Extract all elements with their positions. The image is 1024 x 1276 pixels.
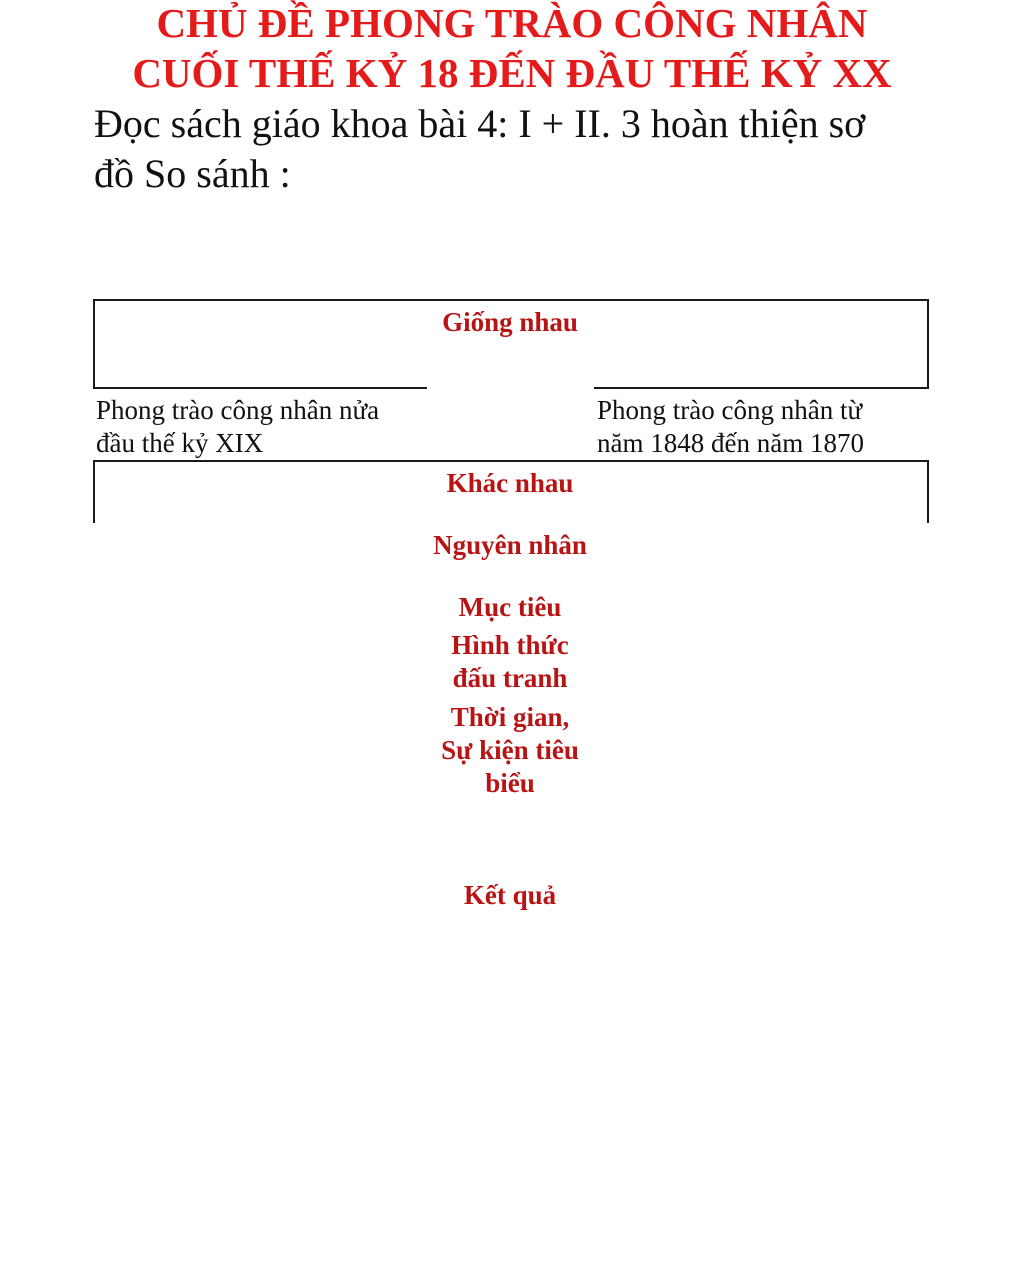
similarities-box-right-border (927, 299, 929, 389)
right-column-heading-line-2: năm 1848 đến năm 1870 (597, 428, 864, 458)
instruction-line-2: đồ So sánh : (94, 151, 291, 196)
criterion-goal: Mục tiêu (458, 592, 562, 622)
criterion-result: Kết quả (463, 880, 557, 910)
criterion-cause: Nguyên nhân (433, 530, 587, 560)
similarities-box-top-border (93, 299, 929, 301)
differences-label: Khác nhau (446, 468, 574, 498)
page-title-line-1: CHỦ ĐỀ PHONG TRÀO CÔNG NHÂN (156, 0, 868, 46)
left-column-heading-line-1: Phong trào công nhân nửa (96, 395, 380, 425)
criterion-time-line-2: Sự kiện tiêu (441, 735, 579, 765)
similarities-label: Giống nhau (442, 307, 578, 337)
differences-box-left-border (93, 460, 95, 523)
similarities-box-left-border (93, 299, 95, 389)
differences-box-top-border (93, 460, 929, 462)
criterion-time-line-3: biểu (485, 768, 535, 798)
left-column-heading-line-2: đầu thế kỷ XIX (96, 428, 264, 458)
similarities-box-bottom-right-border (594, 387, 929, 389)
page-title-line-2: CUỐI THẾ KỶ 18 ĐẾN ĐẦU THẾ KỶ XX (132, 50, 892, 96)
right-column-heading-line-1: Phong trào công nhân từ (597, 395, 863, 425)
criterion-form-line-1: Hình thức (451, 630, 569, 660)
instruction-line-1: Đọc sách giáo khoa bài 4: I + II. 3 hoàn thiện sơ (94, 101, 866, 146)
criterion-form-line-2: đấu tranh (452, 663, 568, 693)
criterion-time-line-1: Thời gian, (450, 702, 570, 732)
differences-box-right-border (927, 460, 929, 523)
similarities-box-bottom-left-border (93, 387, 427, 389)
